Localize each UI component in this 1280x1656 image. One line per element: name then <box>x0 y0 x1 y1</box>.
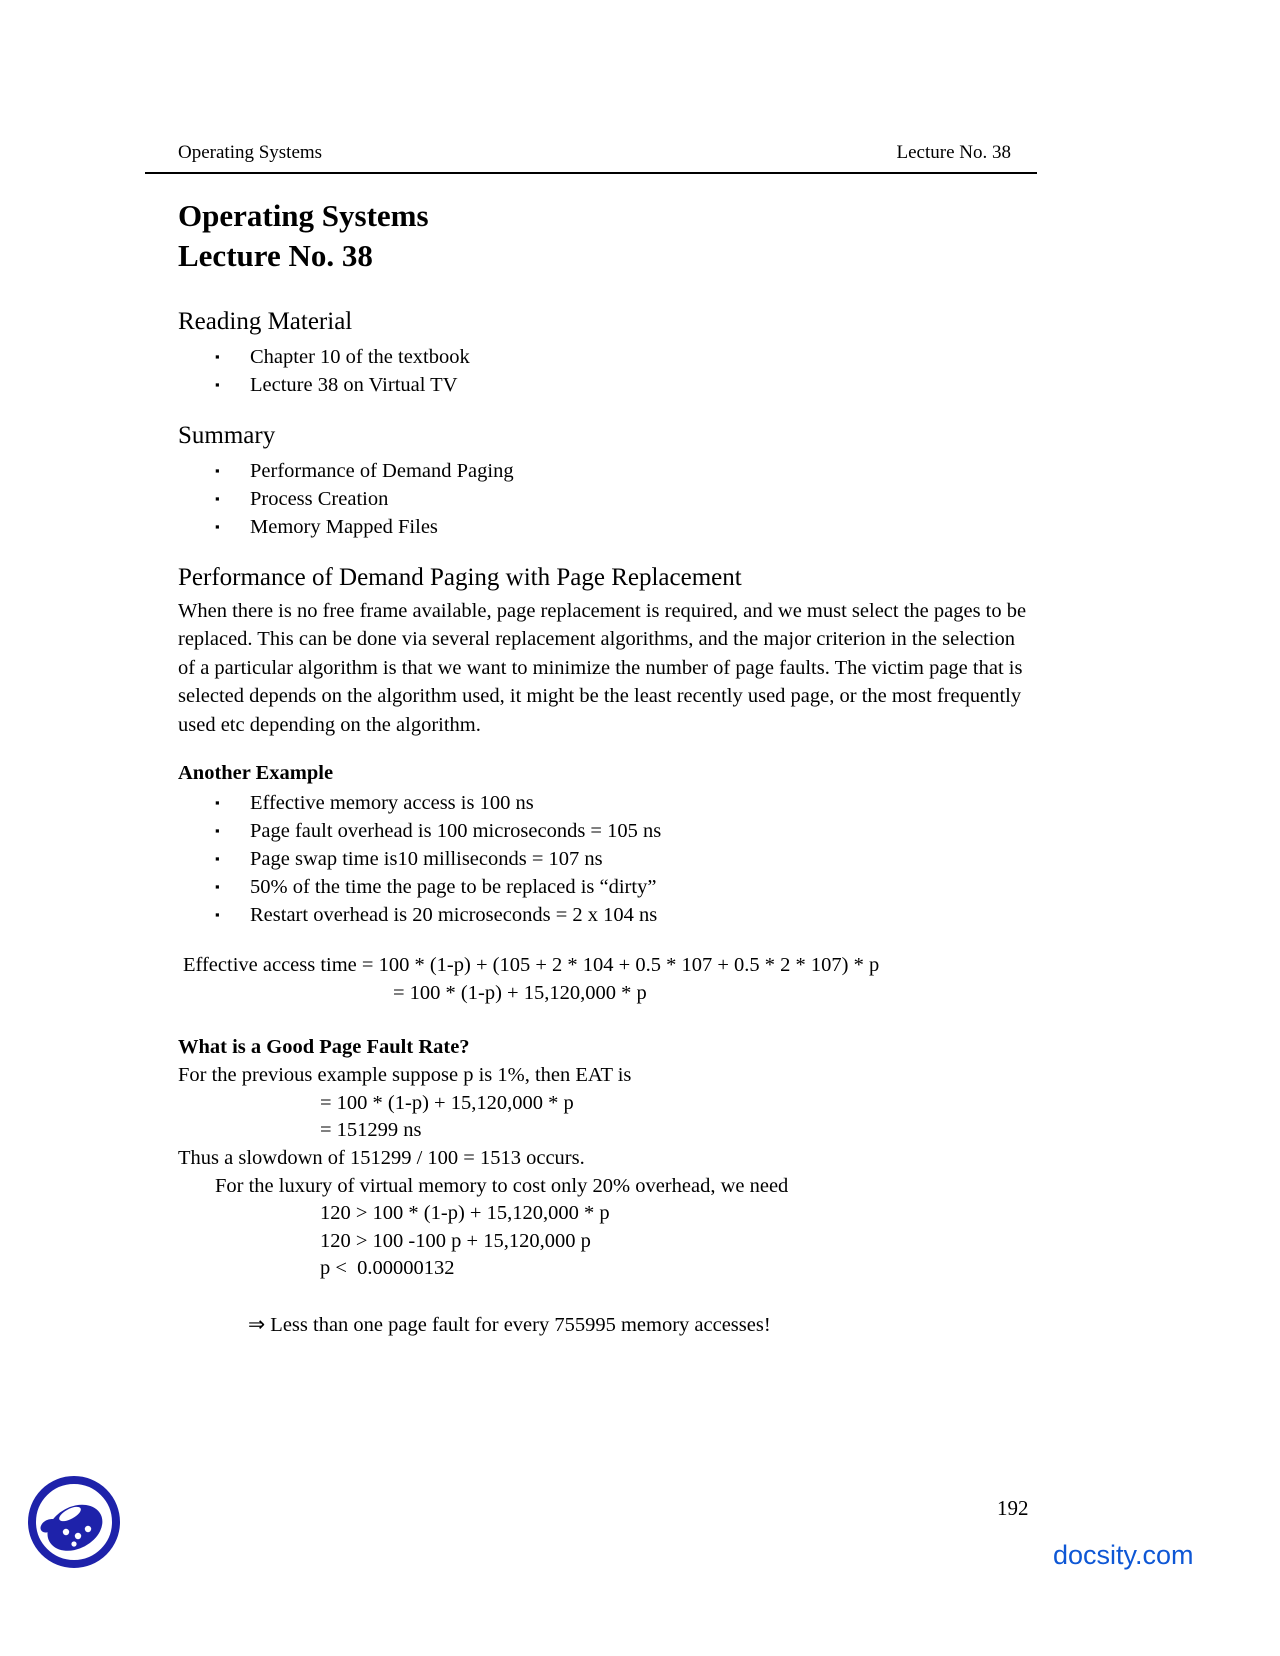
bullet-icon: ▪ <box>215 879 220 895</box>
page-number: 192 <box>997 1496 1029 1520</box>
good-rate-line: = 100 * (1-p) + 15,120,000 * p <box>320 1091 574 1114</box>
good-rate-line: 120 > 100 -100 p + 15,120,000 p <box>320 1229 591 1252</box>
page-title-line1: Operating Systems <box>178 198 429 233</box>
document-content <box>178 0 1036 1339</box>
eat-formula-block <box>178 952 1036 1007</box>
good-rate-line: = 151299 ns <box>320 1119 422 1142</box>
list-item-text: 50% of the time the page to be replaced is “dirty” <box>250 876 657 899</box>
list-item-text: Performance of Demand Paging <box>250 460 514 482</box>
conclusion-line: ⇒ Less than one page fault for every 755995 memory accesses! <box>248 1313 771 1336</box>
reading-material-list <box>178 343 1036 399</box>
list-item-text: Page swap time is10 milliseconds = 107 ns <box>250 848 603 871</box>
list-item-text: Memory Mapped Files <box>250 516 438 538</box>
list-item <box>215 901 1036 929</box>
bullet-icon: ▪ <box>215 491 220 506</box>
section-heading-summary: Summary <box>178 422 276 449</box>
list-item <box>215 513 1036 541</box>
good-rate-line: p < 0.00000132 <box>320 1257 455 1280</box>
list-item <box>215 457 1036 485</box>
list-item <box>215 817 1036 845</box>
section-heading-reading-material: Reading Material <box>178 308 353 335</box>
bullet-icon: ▪ <box>215 349 220 364</box>
list-item-text: Lecture 38 on Virtual TV <box>250 374 458 396</box>
subheading-another-example: Another Example <box>178 762 334 785</box>
bullet-icon: ▪ <box>215 463 220 478</box>
bullet-icon: ▪ <box>215 907 220 923</box>
bullet-icon: ▪ <box>215 823 220 839</box>
list-item-text: Restart overhead is 20 microseconds = 2 x 104 ns <box>250 904 658 927</box>
page-title-line2: Lecture No. 38 <box>178 238 373 273</box>
list-item <box>215 789 1036 817</box>
bullet-icon: ▪ <box>215 795 220 811</box>
bullet-icon: ▪ <box>215 519 220 534</box>
eat-formula-line2: = 100 * (1-p) + 15,120,000 * p <box>393 981 647 1004</box>
another-example-list <box>178 789 1036 929</box>
eat-formula-line1: Effective access time = 100 * (1-p) + (105 + 2 * 104 + 0.5 * 107 + 0.5 * 2 * 107) * p <box>183 954 880 977</box>
list-item <box>215 343 1036 371</box>
performance-paragraph: When there is no free frame available, page replacement is required, and we must select the pages to be replaced. This can be done via several replacement algorithms, and the major criterion in the selection of a particular algorithm is that we want to minimize the number of page faults. The victim page that is selected depends on the algorithm used, it might be the least recently used page, or the most frequently used etc depending on the algorithm. <box>178 600 1027 736</box>
list-item <box>215 371 1036 399</box>
list-item-text: Chapter 10 of the textbook <box>250 346 470 368</box>
list-item <box>215 485 1036 513</box>
list-item-text: Page fault overhead is 100 microseconds = 105 ns <box>250 820 662 843</box>
good-rate-line: For the luxury of virtual memory to cost only 20% overhead, we need <box>215 1174 789 1197</box>
bullet-icon: ▪ <box>215 851 220 867</box>
docsity-logo-icon <box>26 1474 122 1570</box>
list-item-text: Effective memory access is 100 ns <box>250 792 534 815</box>
summary-list <box>178 457 1036 541</box>
good-rate-line: Thus a slowdown of 151299 / 100 = 1513 occurs. <box>178 1147 585 1169</box>
docsity-brand-link[interactable]: docsity.com <box>1053 1540 1194 1570</box>
page-title <box>178 196 1036 276</box>
good-rate-block <box>178 1062 1036 1283</box>
good-rate-line: For the previous example suppose p is 1%, then EAT is <box>178 1064 632 1087</box>
bullet-icon: ▪ <box>215 377 220 392</box>
list-item <box>215 873 1036 901</box>
list-item-text: Process Creation <box>250 488 389 510</box>
subheading-good-page-fault-rate: What is a Good Page Fault Rate? <box>178 1036 470 1059</box>
good-rate-line: 120 > 100 * (1-p) + 15,120,000 * p <box>320 1202 610 1225</box>
running-header-right: Lecture No. 38 <box>896 142 1011 163</box>
section-heading-performance: Performance of Demand Paging with Page Replacement <box>178 564 742 591</box>
list-item <box>215 845 1036 873</box>
running-header-left: Operating Systems <box>178 142 323 163</box>
